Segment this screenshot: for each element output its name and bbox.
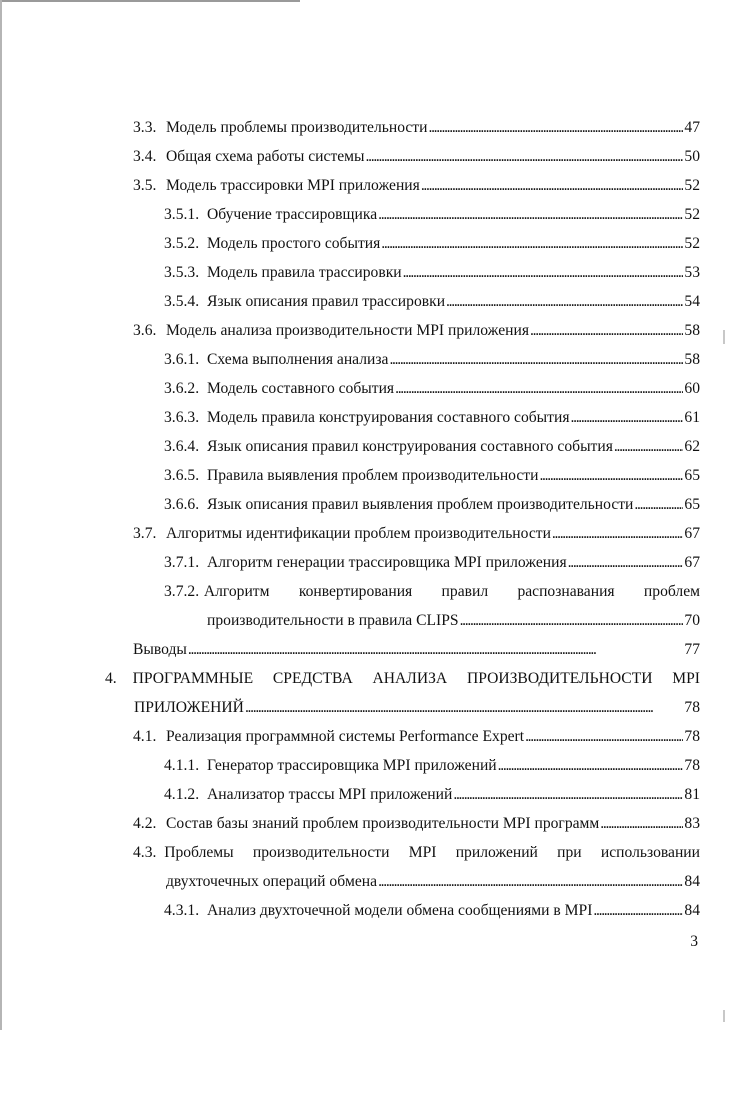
- toc-entry-number: 3.6.5.: [164, 467, 200, 484]
- toc-entry-title: Модель составного события: [207, 380, 395, 397]
- toc-entry: [164, 205, 700, 225]
- toc-entry-page: 61: [684, 409, 700, 426]
- dot-leader: [378, 205, 683, 225]
- toc-entry-page: 67: [684, 525, 700, 542]
- toc-entry-page: 47: [684, 119, 700, 136]
- toc-title-word: использовании: [600, 844, 700, 861]
- toc-entry: [164, 408, 700, 428]
- scan-mark: [723, 330, 725, 344]
- toc-entry-number: 4.3.1.: [164, 902, 200, 919]
- toc-entry-title: Общая схема работы системы: [166, 148, 365, 165]
- toc-entry-page: 67: [684, 554, 700, 571]
- dot-leader: [378, 872, 683, 892]
- page-number: 3: [690, 933, 698, 950]
- toc-entry: [133, 843, 700, 863]
- toc-entry-page: 52: [684, 206, 700, 223]
- toc-entry-title: Алгоритм генерации трассировщика MPI приложения: [207, 554, 567, 571]
- dot-leader: [453, 785, 683, 805]
- toc-entry-number: 3.5.3.: [164, 264, 200, 281]
- toc-entry-number: 4.3.: [133, 844, 157, 861]
- toc-entry-title: Обучение трассировщика: [207, 206, 378, 223]
- dot-leader: [634, 495, 683, 515]
- dot-leader: [525, 727, 683, 747]
- toc-title-word: Алгоритм: [203, 583, 270, 600]
- toc-entry: [164, 234, 700, 254]
- toc-entry-page: 83: [684, 815, 700, 832]
- toc-entry-number: 3.6.6.: [164, 496, 200, 513]
- toc-entry-page: 84: [684, 902, 700, 919]
- toc-title-word: конвертирования: [298, 583, 413, 600]
- toc-entry-number: 3.5.4.: [164, 293, 200, 310]
- toc-title-word: Проблемы: [164, 844, 234, 861]
- toc-entry-page: 58: [684, 322, 700, 339]
- toc-entry-number: 4.1.2.: [164, 786, 200, 803]
- toc-entry-title: Анализ двухточечной модели обмена сообщениями в MPI: [207, 902, 593, 919]
- toc-entry-number: 3.6.: [133, 322, 157, 339]
- toc-entry-page: 52: [684, 177, 700, 194]
- toc-entry-number: 4.1.: [133, 728, 157, 745]
- toc-entry: [133, 321, 700, 341]
- dot-leader: [381, 234, 683, 254]
- toc-entry: [133, 147, 700, 167]
- toc-entry-title-line2: производительности в правила CLIPS: [207, 612, 459, 629]
- toc-entry: [164, 466, 700, 486]
- toc-title-word: приложений: [455, 844, 538, 861]
- toc-entry: [133, 640, 700, 660]
- toc-entry: [133, 118, 700, 138]
- toc-entry-page: 77: [684, 641, 700, 658]
- dot-leader: [403, 263, 684, 283]
- toc-entry-title: Выводы: [133, 641, 187, 658]
- toc-entry: [164, 263, 700, 283]
- toc-entry: [133, 814, 700, 834]
- toc-entry-title: Язык описания правил трассировки: [207, 293, 446, 310]
- toc-entry-title: Анализатор трассы MPI приложений: [207, 786, 453, 803]
- toc-entry-title: Генератор трассировщика MPI приложений: [207, 757, 497, 774]
- toc-entry-number: 3.7.: [133, 525, 157, 542]
- toc-entry-title-line2: двухточечных операций обмена: [166, 873, 378, 890]
- toc-entry-page: 62: [684, 438, 700, 455]
- toc-entry-page: 65: [684, 467, 700, 484]
- toc-entry-page: 65: [684, 496, 700, 513]
- toc-entry-title: Модель правила трассировки: [207, 264, 402, 281]
- toc-entry-number: 4.1.1.: [164, 757, 200, 774]
- toc-entry-number: 3.3.: [133, 119, 157, 136]
- dot-leader: [395, 379, 683, 399]
- toc-entry: [164, 582, 700, 602]
- toc-entry-page: 60: [684, 380, 700, 397]
- toc-entry-title: Модель простого события: [207, 235, 381, 252]
- toc-entry-number: 4.2.: [133, 815, 157, 832]
- toc-title-word: ПРОГРАММНЫЕ: [132, 670, 254, 687]
- toc-entry-title: Состав базы знаний проблем производительности MPI программ: [166, 815, 600, 832]
- toc-entry-number: 3.6.4.: [164, 438, 200, 455]
- toc-title-word: MPI: [672, 670, 700, 687]
- scan-edge-left: [0, 0, 2, 1030]
- toc-entry: [164, 379, 700, 399]
- toc-entry-title: Правила выявления проблем производительности: [207, 467, 539, 484]
- toc-entry-continuation: [134, 698, 700, 718]
- toc-entry: [164, 553, 700, 573]
- dot-leader: [421, 176, 684, 196]
- toc-entry-title-line1: [204, 582, 700, 602]
- toc-entry: [164, 901, 700, 921]
- toc-entry-page: 70: [684, 612, 700, 629]
- toc-entry: [133, 176, 700, 196]
- toc-entry: [164, 756, 700, 776]
- toc-entry-title: Схема выполнения анализа: [207, 351, 389, 368]
- toc-entry-title: Алгоритмы идентификации проблем производительности: [166, 525, 551, 542]
- toc-entry-title: Язык описания правил конструирования составного события: [207, 438, 613, 455]
- toc-title-word: распознавания: [517, 583, 615, 600]
- toc-entry: [133, 524, 700, 544]
- scan-edge-top: [0, 0, 300, 2]
- toc-entry-page: 81: [684, 786, 700, 803]
- toc-entry-page: 50: [684, 148, 700, 165]
- toc-entry-number: 3.5.1.: [164, 206, 200, 223]
- toc-entry-page: 54: [684, 293, 700, 310]
- toc-entry-page: 78: [684, 699, 700, 716]
- dot-leader: [600, 814, 683, 834]
- toc-entry: [105, 669, 700, 689]
- toc-entry-title: Модель трассировки MPI приложения: [166, 177, 420, 194]
- toc-entry-number: 3.6.3.: [164, 409, 200, 426]
- toc-entry-page: 84: [684, 873, 700, 890]
- toc-entry: [164, 495, 700, 515]
- toc-entry-number: 3.6.1.: [164, 351, 200, 368]
- toc-title-word: ПРОИЗВОДИТЕЛЬНОСТИ: [466, 670, 653, 687]
- toc-entry: [164, 292, 700, 312]
- dot-leader: [571, 408, 684, 428]
- toc-entry-page: 52: [684, 235, 700, 252]
- dot-leader: [530, 321, 683, 341]
- dot-leader: [614, 437, 684, 457]
- toc-entry-title: Реализация программной системы Performance Expert: [166, 728, 525, 745]
- toc-entry-title-line1: [133, 669, 700, 689]
- toc-entry-number: 4.: [105, 670, 117, 687]
- dot-leader: [245, 698, 683, 718]
- dot-leader: [188, 640, 684, 660]
- dot-leader: [498, 756, 684, 776]
- toc-entry: [164, 350, 700, 370]
- toc-entry-number: 3.5.: [133, 177, 157, 194]
- toc-title-word: MPI: [408, 844, 437, 861]
- toc-entry-title: Модель проблемы производительности: [166, 119, 428, 136]
- toc-entry-number: 3.6.2.: [164, 380, 200, 397]
- dot-leader: [366, 147, 684, 167]
- dot-leader: [446, 292, 683, 312]
- toc-entry-continuation: [207, 611, 700, 631]
- toc-entry-title-line2: ПРИЛОЖЕНИЙ: [134, 699, 244, 716]
- toc-title-word: правил: [441, 583, 489, 600]
- dot-leader: [568, 553, 684, 573]
- toc-entry-page: 53: [684, 264, 700, 281]
- toc-title-word: производительности: [252, 844, 390, 861]
- toc-entry-number: 3.7.2.: [164, 583, 200, 600]
- dot-leader: [389, 350, 683, 370]
- toc-entry: [164, 785, 700, 805]
- toc-title-word: проблем: [643, 583, 700, 600]
- scan-mark: [723, 1010, 725, 1022]
- toc-title-word: при: [557, 844, 582, 861]
- toc-entry-page: 78: [684, 757, 700, 774]
- toc-title-word: АНАЛИЗА: [372, 670, 448, 687]
- dot-leader: [428, 118, 683, 138]
- toc-entry-page: 58: [684, 351, 700, 368]
- toc-entry: [164, 437, 700, 457]
- toc-entry-title: Язык описания правил выявления проблем производительности: [207, 496, 634, 513]
- dot-leader: [539, 466, 683, 486]
- toc-entry-title: Модель анализа производительности MPI приложения: [166, 322, 530, 339]
- toc-entry-title: Модель правила конструирования составного события: [207, 409, 570, 426]
- dot-leader: [593, 901, 683, 921]
- toc-entry-page: 78: [684, 728, 700, 745]
- toc-entry: [133, 727, 700, 747]
- toc-title-word: СРЕДСТВА: [272, 670, 353, 687]
- dot-leader: [552, 524, 683, 544]
- toc-entry-number: 3.5.2.: [164, 235, 200, 252]
- toc-entry-title-line1: [164, 843, 700, 863]
- dot-leader: [460, 611, 684, 631]
- toc-entry-number: 3.4.: [133, 148, 157, 165]
- toc-entry-number: 3.7.1.: [164, 554, 200, 571]
- toc-entry-continuation: [166, 872, 700, 892]
